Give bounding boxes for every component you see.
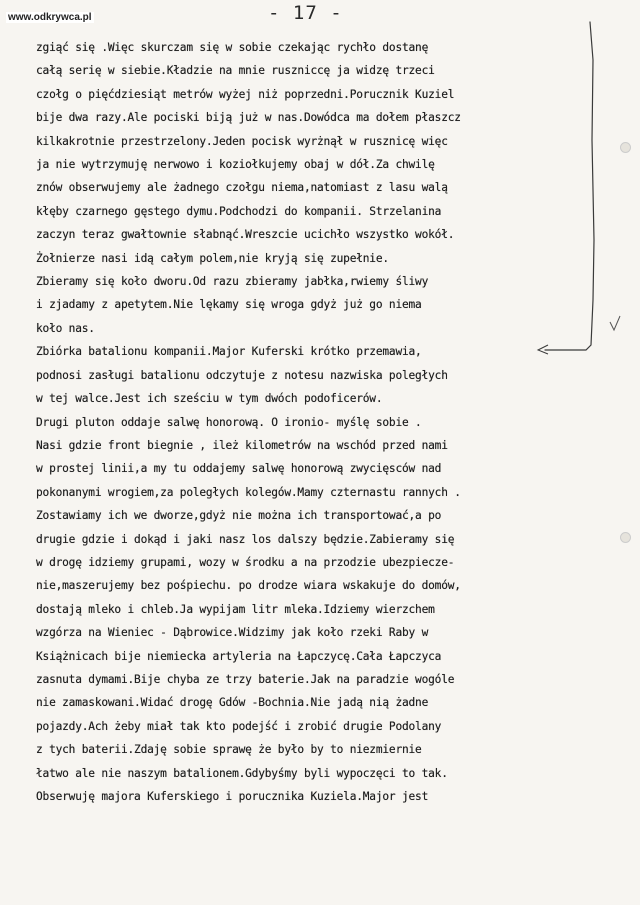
text-line: nie zamaskowani.Widać drogę Gdów -Bochnia.Nie jadą nią żadne — [36, 696, 429, 710]
text-line: w prostej linii,a my tu oddajemy salwę honorową zwycięsców nad — [36, 462, 442, 476]
text-line: znów obserwujemy ale żadnego czołgu niema,natomiast z lasu walą — [36, 181, 448, 195]
text-line: z tych baterii.Zdaję sobie sprawę że było by to niezmiernie — [36, 743, 422, 757]
text-line: dostają mleko i chleb.Ja wypijam litr mleka.Idziemy wierzchem — [36, 602, 435, 616]
text-line: Drugi pluton oddaje salwę honorową. O ironio- myślę sobie . — [36, 415, 422, 429]
text-line: koło nas. — [36, 321, 95, 335]
text-line: zgiąć się .Więc skurczam się w sobie czekając rychło dostanę — [36, 41, 429, 54]
text-line: nie,maszerujemy bez pośpiechu. po drodze wiara wskakuje do domów, — [36, 579, 461, 593]
text-line: zaczyn teraz gwałtownie słabnąć.Wreszcie ucichło wszystko wokół. — [36, 228, 455, 242]
text-line: kłęby czarnego gęstego dymu.Podchodzi do kompanii. Strzelanina — [36, 204, 442, 218]
text-line: Zbiórka batalionu kompanii.Major Kuferski krótko przemawia, — [36, 345, 422, 359]
text-line: w drogę idziemy grupami, wozy w środku a na przodzie ubezpiecze- — [36, 555, 455, 569]
text-line: zasnuta dymami.Bije chyba ze trzy baterie.Jak na paradzie wogóle — [36, 672, 455, 686]
page-number: - 17 - — [268, 2, 343, 24]
watermark: www.odkrywca.pl — [8, 12, 92, 23]
text-line: ja nie wytrzymuję nerwowo i koziołkujemy obaj w dół.Za chwilę — [36, 158, 435, 172]
text-line: łatwo ale nie naszym batalionem.Gdybyśmy byli wypoczęci to tak. — [36, 766, 448, 780]
typewritten-text — [36, 36, 624, 808]
text-line: czołg o pięćdziesiąt metrów wyżej niż poprzedni.Porucznik Kuziel — [36, 87, 455, 101]
text-line: podnosi zasługi batalionu odczytuje z notesu nazwiska poległych — [36, 368, 448, 382]
text-line: i zjadamy z apetytem.Nie lękamy się wroga gdyż już go niema — [36, 298, 422, 312]
text-line: kilkakrotnie przestrzelony.Jeden pocisk wyrżnął w rusznicę więc — [36, 134, 448, 148]
text-line: wzgórza na Wieniec - Dąbrowice.Widzimy jak koło rzeki Raby w — [36, 626, 429, 640]
text-line: Żołnierze nasi idą całym polem,nie kryją się zupełnie. — [36, 251, 389, 265]
text-line: drugie gdzie i dokąd i jaki nasz los dalszy będzie.Zabieramy się — [36, 532, 455, 546]
text-line: Zbieramy się koło dworu.Od razu zbieramy jabłka,rwiemy śliwy — [36, 275, 429, 289]
text-line: bije dwa razy.Ale pociski biją już w nas.Dowódca ma dołem płaszcz — [36, 111, 461, 125]
text-line: Zostawiamy ich we dworze,gdyż nie można ich transportować,a po — [36, 509, 442, 523]
text-line: Obserwuję majora Kuferskiego i porucznika Kuziela.Major jest — [36, 790, 429, 803]
text-line: pokonanymi wrogiem,za poległych kolegów.Mamy czternastu rannych . — [36, 485, 461, 499]
text-line: Książnicach bije niemiecka artyleria na Łapczycę.Cała Łapczyca — [36, 649, 442, 663]
text-line: pojazdy.Ach żeby miał tak kto podejść i zrobić drugie Podolany — [36, 719, 442, 733]
text-line: całą serię w siebie.Kładzie na mnie ruszniccę ja widzę trzeci — [36, 64, 435, 78]
text-line: w tej walce.Jest ich sześciu w tym dwóch podoficerów. — [36, 392, 383, 406]
text-line: Nasi gdzie front biegnie , ileż kilometrów na wschód przed nami — [36, 438, 448, 452]
